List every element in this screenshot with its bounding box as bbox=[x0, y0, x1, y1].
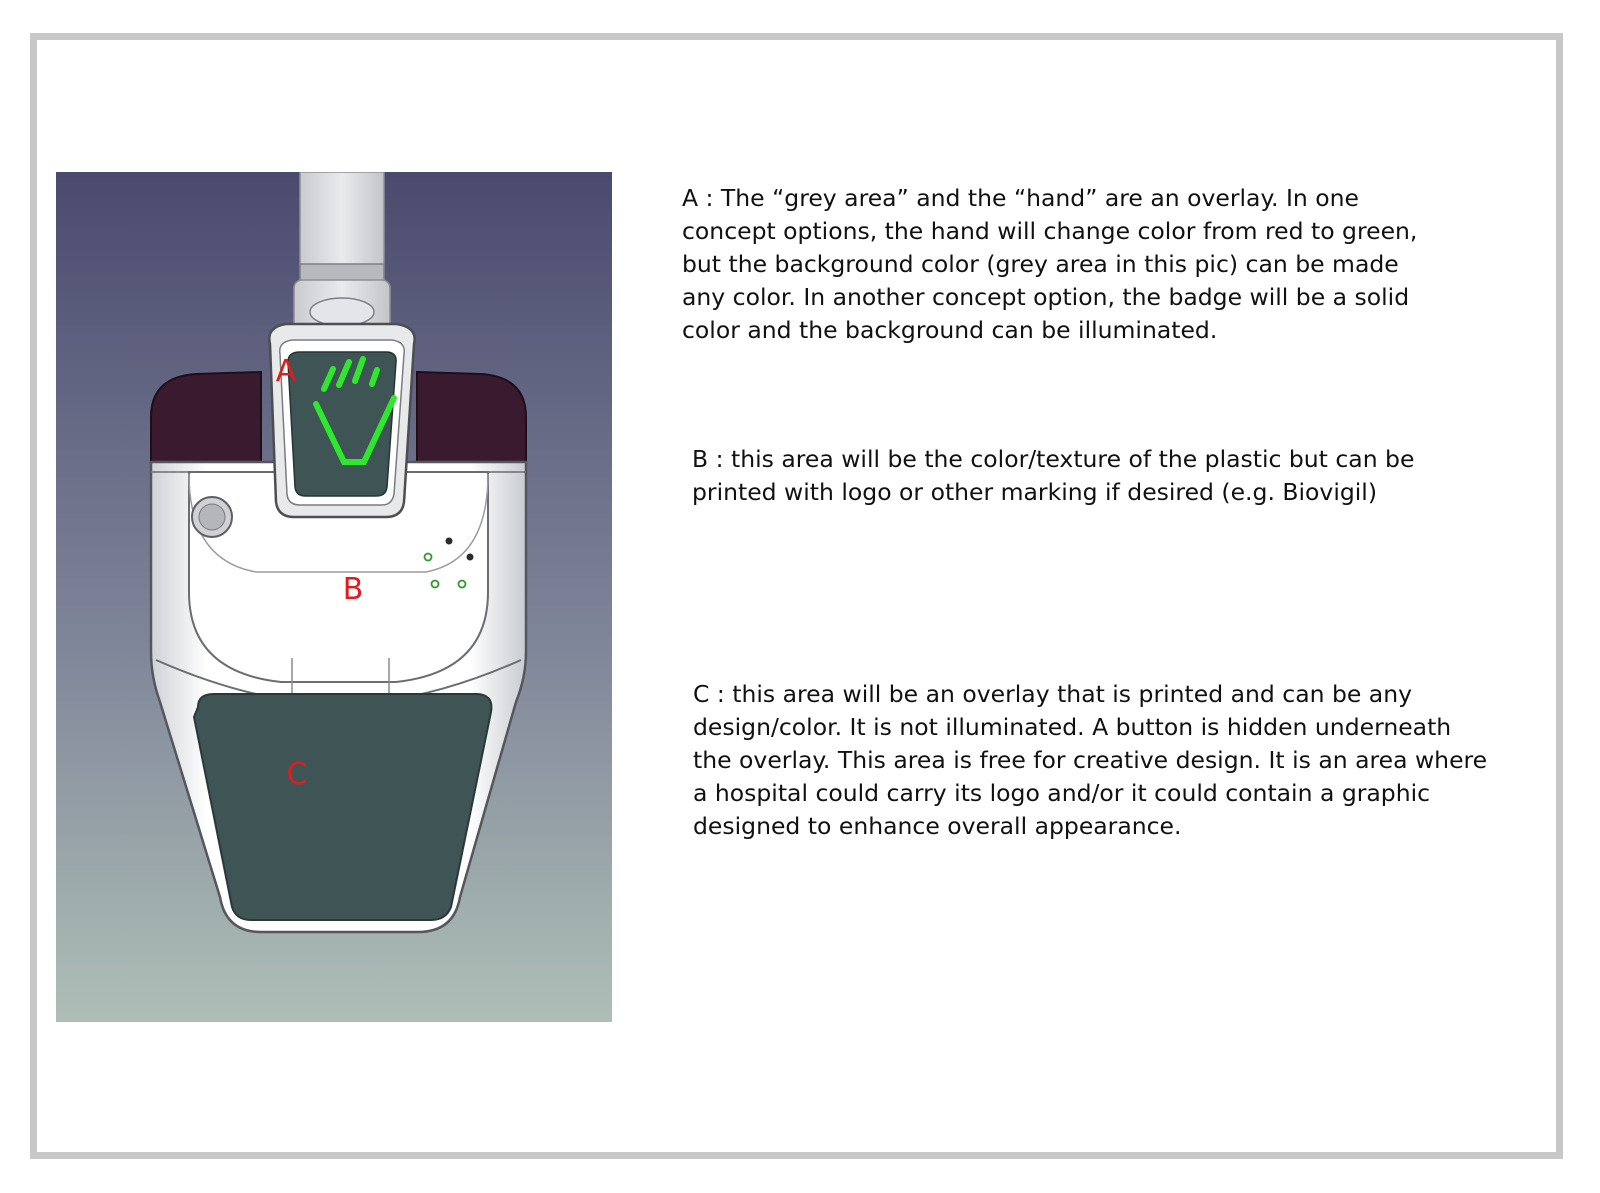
label-b: B bbox=[342, 572, 364, 607]
annotation-b: B : this area will be the color/texture of the plastic but can be printed with logo or other marking if desired (e.g. Biovigil) bbox=[692, 445, 1415, 506]
label-a: A bbox=[275, 354, 297, 389]
area-c-overlay bbox=[194, 694, 491, 920]
device-render bbox=[56, 172, 612, 1022]
right-bumper bbox=[417, 372, 526, 464]
annotation-a: A : The “grey area” and the “hand” are an overlay. In one concept options, the hand will change color from red to green, but the background color (grey area in this pic) can be made any color. In another concept option, the badge will be a solid color and the background can be illuminated. bbox=[682, 184, 1418, 344]
annotation-c: C : this area will be an overlay that is printed and can be any design/color. It is not illuminated. A button is hidden underneath the overlay. This area is free for creative design. It is an area where a hospital could carry its logo and/or it could contain a graphic designed to enhance overall appearance. bbox=[693, 680, 1488, 840]
badge bbox=[269, 324, 414, 517]
label-c: C bbox=[286, 757, 308, 792]
left-bumper bbox=[151, 372, 261, 464]
